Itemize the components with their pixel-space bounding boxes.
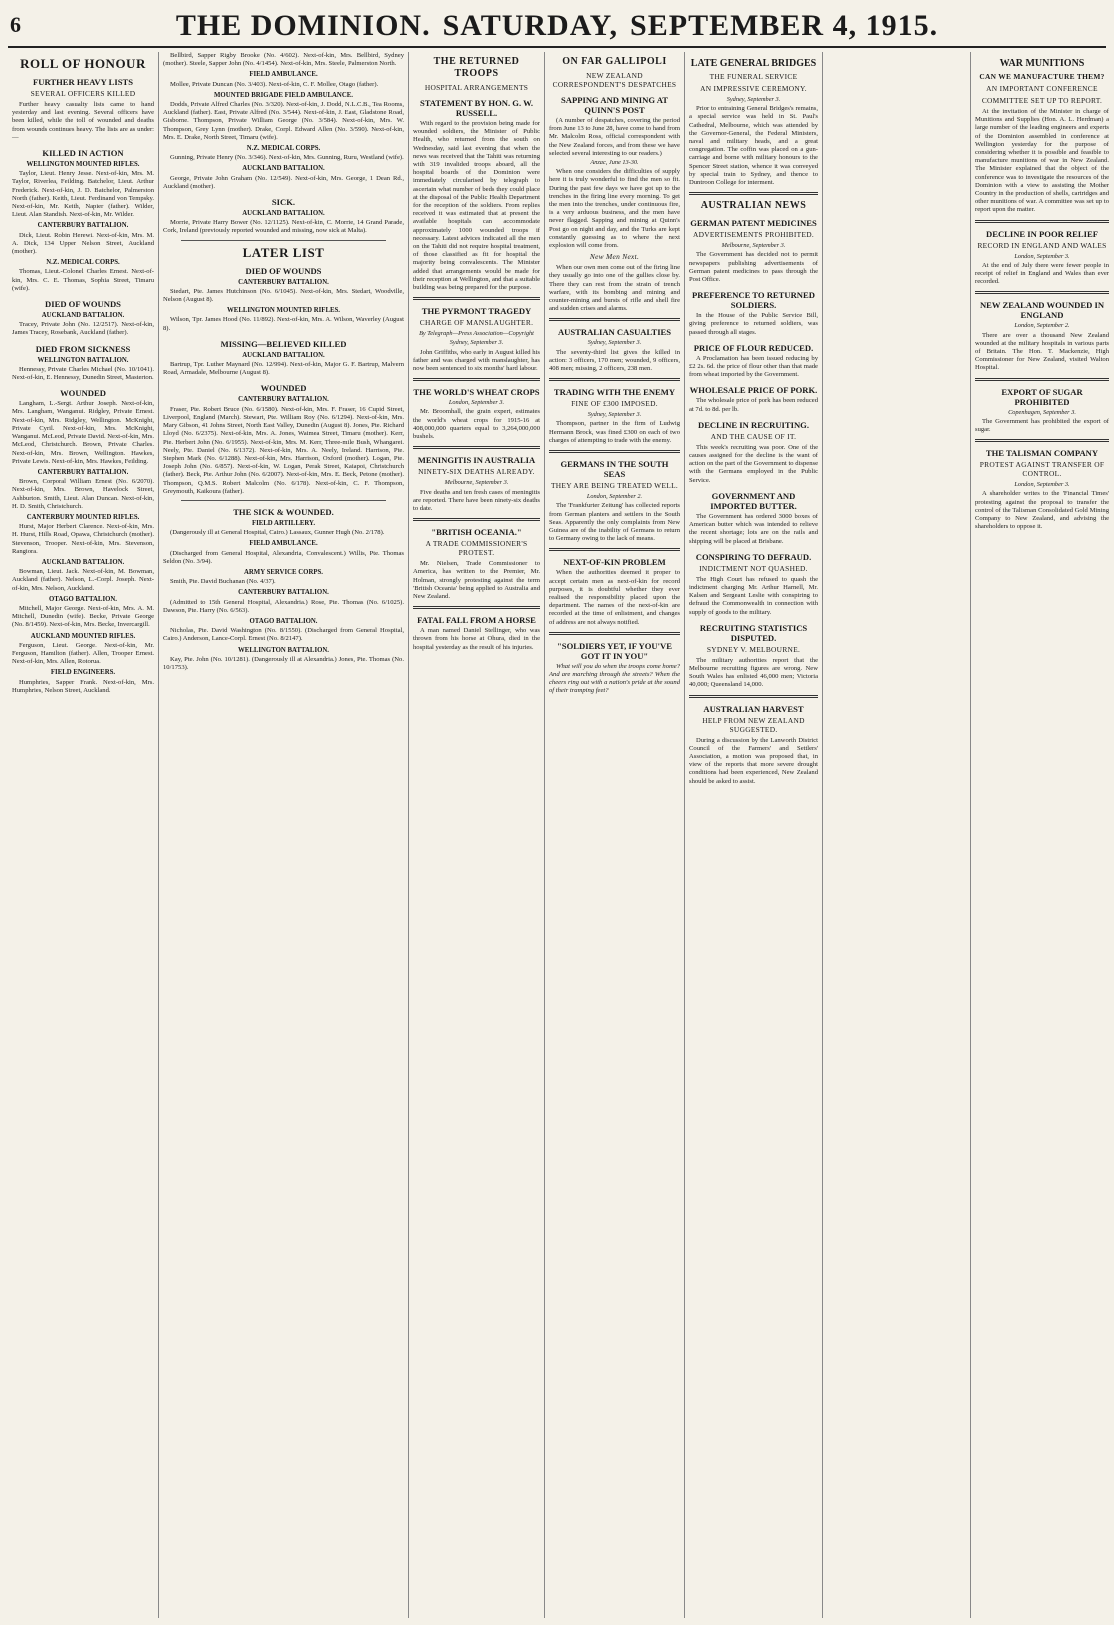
column-gallipoli (544, 52, 684, 1618)
casualty-list: (Dangerously ill at General Hospital, Cairo.) Lassaux, Gunner Hugh (No. 2/178). (170, 529, 385, 537)
subhead: SYDNEY V. MELBOURNE. (706, 644, 801, 654)
intro-paragraph: Further heavy casualty lists came to hand yesterday and last evening. Several officers have been killed, while the toll of wounded and deaths from wounds continues heavy. The lists are as under:— (12, 101, 154, 141)
divider (549, 378, 680, 381)
article-title: AUSTRALIAN HARVEST (703, 703, 804, 714)
masthead (8, 6, 1106, 48)
regiment-heading: WELLINGTON BATTALION. (37, 356, 129, 364)
casualty-list: (Admitted to 15th General Hospital, Alexandria.) Rose, Pte. Thomas (No. 6/1025). Dawson, Pte. Harry (No. 6/563). (163, 598, 404, 614)
regiment-heading: AUCKLAND BATTALION. (242, 351, 325, 359)
subhead: INDICTMENT NOT QUASHED. (699, 563, 808, 573)
subhead: AN IMPORTANT CONFERENCE (986, 84, 1098, 93)
article-body: There are over a thousand New Zealand wounded at the military hospitals in various parts of Britain. The Hon. T. Mackenzie, High Commissioner for New Zealand, visited Walton Hospital. (975, 331, 1109, 372)
article-body: The High Court has refused to quash the indictment charging Mr. Arthur Harnell, Mr. Kalsen and Sergeant Leslie with conspiring to defraud the Commonwealth in connection with supply of goods to the military. (689, 575, 818, 616)
casualty-list: Bowman, Lieut. Jack. Next-of-kin, M. Bowman, Auckland (father). Nelson, L.-Corpl. Joseph. Next-of-kin, Mrs. Nelson, Auckland. (12, 568, 154, 592)
article-body: The Government has prohibited the export of sugar. (975, 417, 1109, 434)
dateline: Copenhagen, September 3. (1008, 408, 1076, 416)
casualty-list: Taylor, Lieut. Henry Jesse. Next-of-kin, Mrs. M. Taylor, Riverlea, Feilding. Batchelor, Lieut. Arthur Frederick. Next-of-kin, J. D. Batchelor, Palmerston North (father). Keith, Lieut. Ferdinand von Tempsky. Next-of-kin, Mr. Keith, Napier (father). Wilder, Lieut. Alan Standish. Next-of-kin, Mr. Wilder. (12, 170, 154, 219)
article-title: THE TALISMAN COMPANY (985, 448, 1099, 459)
casualty-list: Smith, Pte. David Buchanan (No. 4/37). (170, 578, 276, 586)
subhead: AND THE CAUSE OF IT. (710, 431, 797, 441)
article-title: THE WORLD'S WHEAT CROPS (413, 387, 540, 398)
divider (975, 220, 1109, 223)
regiment-heading: CANTERBURY MOUNTED RIFLES. (26, 513, 140, 521)
divider (689, 695, 818, 698)
masthead-day: SATURDAY, (442, 9, 619, 42)
regiment-heading: OTAGO BATTALION. (249, 617, 318, 625)
dateline: London, September 2. (586, 493, 643, 501)
article-body: The 'Frankfurter Zeitung' has collected reports from German planters and settlers in the South Seas. Apparently the only complaints from New Guinea are of the inability of Germans to return to Germany owing to the lack of means. (549, 502, 680, 543)
casualty-list: Thomas, Lieut.-Colonel Charles Ernest. Next-of-kin, Mrs. C. E. Thomas, Sophia Street, Timaru (wife). (12, 268, 154, 292)
divider (413, 606, 540, 609)
regiment-heading: WELLINGTON MOUNTED RIFLES. (227, 307, 340, 315)
regiment-heading: CANTERBURY BATTALION. (238, 396, 329, 404)
regiment-heading: ARMY SERVICE CORPS. (243, 568, 323, 576)
page-number: 6 (10, 12, 21, 37)
subhead: HELP FROM NEW ZEALAND SUGGESTED. (702, 715, 805, 734)
section-heading: DIED FROM SICKNESS (35, 343, 131, 354)
casualty-list: Hennessy, Private Charles Michael (No. 10/1041). Next-of-kin, E. Hennessy, Dunedin Street, Masterton. (12, 365, 154, 382)
article-title: NEW ZEALAND WOUNDED IN ENGLAND (979, 300, 1105, 321)
article-body: At the end of July there were fewer people in receipt of relief in England and Wales than ever recorded. (975, 261, 1109, 286)
regiment-heading: WELLINGTON MOUNTED RIFLES. (26, 161, 140, 169)
subhead: PROTEST AGAINST TRANSFER OF CONTROL. (979, 460, 1105, 479)
subhead: FURTHER HEAVY LISTS (33, 77, 133, 87)
article-body: When our own men come out of the firing line they usually go into one of the gullies close by. There they can rest from the strain of trench warfare, with its bombing and mining and counter-mining and bursts of rifle and shell fire and sudden crises and alarms. (549, 264, 680, 313)
casualty-list: Morrie, Private Harry Bower (No. 12/1125). Next-of-kin, C. Morrie, 14 Grand Parade, Cork, Ireland (previously reported wounded and missing, now sick at Malta). (163, 219, 404, 235)
article-body: In the House of the Public Service Bill, giving preference to returned soldiers, was passed through all stages. (689, 312, 818, 336)
casualty-list: Tracey, Private John (No. 12/2517). Next-of-kin, James Tracey, Rosebank, Auckland (father). (12, 321, 154, 337)
casualty-list: Stedart, Pte. James Hutchinson (No. 6/1045). Next-of-kin, Mrs. Stedart, Woodville, Nelson (August 8). (163, 287, 404, 304)
subhead: CAN WE MANUFACTURE THEM? (979, 72, 1105, 81)
masthead-date: SEPTEMBER 4, 1915. (630, 9, 939, 42)
article-body: At the invitation of the Minister in charge of Munitions and Supplies (Hon. A. L. Herdman) a large number of the leading engineers and experts of the Dominion assembled in conference at Wellington yesterday for the purpose of considering whether it is possible and feasible to manufacture munitions of war in New Zealand. The Minister explained that the object of the conference was to investigate the resources of the Dominion with a view to assisting the Mother Country in the production of shells, cartridges and other munitions of war. A committee was set up to report upon the matter. (975, 108, 1109, 214)
divider (413, 297, 540, 300)
article-body: With regard to the provision being made for wounded soldiers, the Minister of Public Health, who returned from the south on Wednesday, said last evening that when the news was received that the Tahiti was returning with 319 invalided troops aboard, all the hospital boards of the Dominion were immediately circularised by telegraph to ascertain what number of beds they could place at the disposal of the Public Health Department for the reception of the soldiers. From replies received it was estimated that at present the available hospitals can accommodate approximately 1000 wounded troops if necessary. Latest advices indicated all the men on the Tahiti did not require hospital treatment, of those classified as fit for hospital the majority being convalescents. The Minister added that arrangements would be made for their reception at Wellington, and that a suitable building was being prepared for the purpose. (413, 120, 540, 292)
regiment-heading: FIELD ARTILLERY. (251, 519, 316, 527)
article-title: WAR MUNITIONS (999, 58, 1085, 69)
casualty-list: Humphries, Sapper Frank. Next-of-kin, Mrs. Humphries, Nelson Street, Auckland. (12, 678, 154, 694)
divider (549, 450, 680, 453)
divider (413, 446, 540, 449)
article-body: A Proclamation has been issued reducing by £2 2s. 6d. the price of flour other than that made from wheat imported by the Government. (689, 354, 818, 379)
article-title: DECLINE IN POOR RELIEF (986, 228, 1098, 239)
masthead-title (176, 9, 938, 43)
column-right (970, 52, 1109, 1618)
article-title: GERMANS IN THE SOUTH SEAS (560, 459, 669, 480)
section-title: AUSTRALIAN NEWS (700, 200, 807, 212)
subhead: A TRADE COMMISSIONER'S PROTEST. (425, 539, 528, 558)
casualty-list: Fraser, Pte. Robert Bruce (No. 6/1580). Next-of-kin, Mrs. F. Fraser, 16 Cupid Street, Liverpool, England (March). Stewart, Pte. William Roy (No. 6/1294). Next-of-kin, Mrs. Mary Gibson, 41 Johns Street, North East Valley, Dunedin (August 8). Jones, Pte. Richard Lloyd (No. 6/2375). Next-of-kin, Mrs. A. Jones, Waimea Street, Timaru (mother). Kerr, Pte. Herbert John (No. 6/1955). Next-of-kin, Mrs. M. Kerr, Three-mile Bush, Whangarei. Neely, Pte. Daniel (No. 6/1372). Next-of-kin, Mrs. A. Neely, Ireland. Harrison, Pte. Stephen Mark (No. 6/1288). Next-of-kin, Mrs. Harrison, Oxford (mother). Logan, Pte. Joseph John (No. 6/857). Next-of-kin, W. Logan, Perak Street, Kaiapoi, Christchurch (father). Beck, Pte. Arthur John (No. 6/2007). Next-of-kin, Mrs. E. Beck, Petone (mother). Thompson, Q.M.S. Robert Malcolm (No. 6/178). Next-of-kin, C. F. Thompson, Greymouth, Kaikoura (father). (163, 405, 404, 495)
regiment-heading: WELLINGTON BATTALION. (237, 646, 330, 654)
article-title: WHOLESALE PRICE OF PORK. (689, 385, 818, 396)
dateline: Sydney, September 3. (449, 339, 504, 347)
casualty-list: Bellbird, Sapper Rigby Brooke (No. 4/602). Next-of-kin, Mrs. Bellbird, Sydney (mother). Steele, Sapper John (No. 4/1454). Next-of-kin, Mrs. Steele, Palmerston North. (163, 52, 404, 68)
regiment-heading: N.Z. MEDICAL CORPS. (46, 259, 120, 267)
column-returned-troops (408, 52, 544, 1618)
casualty-list: Ferguson, Lieut. George. Next-of-kin, Mr. Ferguson, Hamilton (father). Allen, Trooper Ernest. Next-of-kin, Mrs. Allen, Rotorua. (12, 641, 154, 666)
section-heading: SICK. (271, 197, 296, 208)
dateline: Sydney, September 3. (587, 339, 642, 347)
article-title: EXPORT OF SUGAR PROHIBITED (1001, 386, 1083, 407)
article-title: THE RETURNED TROOPS (433, 56, 520, 79)
divider (689, 192, 818, 195)
article-body: The Government has decided not to permit newspapers publishing advertisements of German patent medicines to pass through the Post Office. (689, 251, 818, 284)
poem-text: What will you do when the troops come home? And are marching through the streets? When the cheers ring out with a nation's pride at the sound of their tramping feet? (549, 662, 680, 695)
subhead: THE FUNERAL SERVICE (709, 72, 798, 81)
article-title: PRICE OF FLOUR REDUCED. (693, 342, 814, 353)
casualty-list: Dodds, Private Alfred Charles (No. 3/320). Next-of-kin, J. Dodd, N.L.C.B., Tea Rooms, Auckland (father). East, Private Alfred (No. 3/544). Next-of-kin, J. East, Gladstone Road, Gisborne. Thompson, Private William George (No. 3/584). Next-of-kin, Mrs. W. Thompson, Grey Lynn (mother). Drake, Corpl. Edward Allen (No. 3/590). Next-of-kin, Mrs. E. Drake, North Street, Timaru (wife). (163, 101, 404, 141)
regiment-heading: N.Z. MEDICAL CORPS. (246, 145, 321, 153)
regiment-heading: FIELD AMBULANCE. (249, 540, 318, 548)
subhead: AN IMPRESSIVE CEREMONY. (700, 84, 807, 93)
section-heading: DIED OF WOUNDS (245, 265, 322, 276)
casualty-list: Mitchell, Major George. Next-of-kin, Mrs. A. M. Mitchell, Dunedin (wife). Becke, Private George (No. 8/1459). Next-of-kin, Mrs. Becke, Invercargill. (12, 604, 154, 629)
subhead: NEW ZEALAND CORRESPONDENT'S DESPATCHES (552, 71, 677, 89)
section-heading: WOUNDED (260, 383, 307, 394)
column-australian-news (684, 52, 822, 1618)
article-body: Thompson, partner in the firm of Ludwig Hermann Brock, was fined £300 on each of two charges of attempting to trade with the enemy. (549, 420, 680, 444)
regiment-heading: FIELD ENGINEERS. (50, 669, 116, 677)
article-intro: (A number of despatches, covering the period from June 13 to June 28, have come to hand from Mr. Malcolm Ross, official correspondent with the New Zealand forces, and from these we have selected several interesting to our readers.) (549, 117, 680, 157)
column-casualty-lists (158, 52, 408, 1618)
divider (181, 500, 386, 501)
casualty-list: Langham, L.-Sergt. Arthur Joseph. Next-of-kin, Mrs. Langham, Wanganui. Ridgley, Private Ernest. Next-of-kin, Mrs. Ridgley, Wellington. McKnight, Private Cyril. Next-of-kin, Mrs. McKnight, Wanganui. McLeod, Private David. Next-of-kin, Mrs. McLeod, Christchurch. Brown, Private Charles. Next-of-kin, Mrs. Brown, Wellington. Hawkes, Private Lewis. Next-of-kin, Mrs. Hawkes, Feilding. (12, 400, 154, 465)
casualty-list: Nicholas, Pte. David Washington (No. 8/1550). (Discharged from General Hospital, Cairo.) Anderson, Lance-Corpl. Ernest (No. 8/2147). (163, 627, 404, 643)
article-body: Prior to entraining General Bridges's remains, a special service was held in St. Paul's Cathedral, Melbourne, which was attended by the Governor-General, the Federal Ministers, naval and military heads, and a great congregation. The coffin was placed on a gun-carriage and borne with military honours to the Spencer Street station, whence it was conveyed by special train to Sydney, and thence to Duntroon College for interment. (689, 105, 818, 187)
regiment-heading: CANTERBURY BATTALION. (238, 589, 329, 597)
article-title: "SOLDIERS YET, IF YOU'VE GOT IT IN YOU" (557, 640, 672, 661)
subhead: CHARGE OF MANSLAUGHTER. (419, 318, 534, 328)
article-title: "BRITISH OCEANIA." (431, 527, 522, 538)
casualty-list: George, Private John Graham (No. 12/549). Next-of-kin, Mrs. George, 1 Dean Rd., Auckland (mother). (163, 174, 404, 190)
section-heading: MISSING—BELIEVED KILLED (220, 338, 347, 349)
article-body: A man named Daniel Stellinger, who was thrown from his horse at Ohura, died in the hospital yesterday as the result of his injuries. (413, 627, 540, 651)
subhead: COMMITTEE SET UP TO REPORT. (981, 96, 1103, 105)
section-title: LATER LIST (242, 244, 325, 260)
divider (549, 548, 680, 551)
article-body: Mr. Nielsen, Trade Commissioner to America, has written to the Premier, Mr. Holman, strongly protesting against the term 'British Oceania' being applied to Australia and New Zealand. (413, 560, 540, 600)
article-body: The military authorities report that the Melbourne recruiting figures are wrong. New South Wales has enlisted 46,000 men; Victoria 40,000; Queensland 14,000. (689, 656, 818, 689)
article-title: MENINGITIS IN AUSTRALIA (417, 455, 536, 466)
article-title: CONSPIRING TO DEFRAUD. (695, 551, 812, 562)
article-body: The seventy-third list gives the killed in action: 3 officers, 170 men; wounded, 9 officers, 408 men; missing, 2 officers, 238 men. (549, 348, 680, 373)
article-title: ROLL OF HONOUR (20, 56, 146, 71)
regiment-heading: OTAGO BATTALION. (49, 595, 117, 603)
regiment-heading: AUCKLAND BATTALION. (41, 558, 125, 566)
article-title: LATE GENERAL BRIDGES (690, 58, 817, 69)
casualty-list: (Discharged from General Hospital, Alexandria, Convalescent.) Willis, Pte. Thomas Seldon (No. 3/94). (163, 549, 404, 565)
dateline: Anzac, June 13-30. (590, 159, 639, 167)
column-war-munitions (822, 52, 1113, 1618)
dateline: By Telegraph—Press Association—Copyright (419, 330, 534, 338)
article-body: The Government has ordered 3000 boxes of American butter which was intended to relieve the recent shortage; lots are on the rails and shipping will be placed at Brisbane. (689, 512, 818, 545)
paper-name: THE DOMINION. (175, 9, 431, 42)
dateline: London, September 3. (448, 399, 505, 407)
article-title: PREFERENCE TO RETURNED SOLDIERS. (692, 290, 815, 311)
dateline: London, September 3. (1014, 481, 1070, 489)
regiment-heading: AUCKLAND BATTALION. (41, 312, 125, 320)
regiment-heading: AUCKLAND BATTALION. (242, 165, 325, 173)
regiment-heading: CANTERBURY BATTALION. (37, 468, 129, 476)
article-body: When the authorities deemed it proper to accept certain men as next-of-kin for record purposes, it is doubtful whether they ever realised the responsibility placed upon the department. The names of the next-of-kin are recorded at the time of enlistment, and changes of address are not always notified. (549, 569, 680, 626)
article-title: FATAL FALL FROM A HORSE (417, 615, 536, 626)
article-body: This week's recruiting was poor. One of the causes assigned for the decline is the want of action on the part of the Government to dispense with the Germans employed in the Public Service. (689, 443, 818, 484)
article-body: During a discussion by the Lanworth District Council of the Farmers' and Settlers' Association, a motion was proposed that, in view of the reports that more severe drought conditions had been experienced, New Zealand should be asked to assist. (689, 736, 818, 785)
casualty-list: Dick, Lieut. Robin Herewi. Next-of-kin, Mrs. M. A. Dick, 134 Upper Nelson Street, Auckland (mother). (12, 231, 154, 256)
regiment-heading: CANTERBURY BATTALION. (37, 222, 129, 230)
article-title: RECRUITING STATISTICS DISPUTED. (699, 622, 808, 643)
regiment-heading: AUCKLAND MOUNTED RIFLES. (30, 632, 136, 640)
subhead: NINETY-SIX DEATHS ALREADY. (418, 467, 535, 477)
casualty-list: Mollee, Private Duncan (No. 3/403). Next-of-kin, C. F. Mollee, Otago (father). (170, 80, 379, 88)
casualty-list: Hurst, Major Herbert Clarence. Next-of-kin, Mrs. H. Hurst, Hills Road, Opawa, Christchurch (mother). Stevenson, Trooper. Next-of-kin, Mrs. Stevenson, Rangiora. (12, 523, 154, 555)
divider (549, 632, 680, 635)
casualty-list: Kay, Pte. John (No. 10/1281). (Dangerously ill at Alexandria.) Jones, Pte. Thomas (No. 10/1753). (163, 655, 404, 671)
dateline: London, September 2. (1014, 322, 1070, 330)
divider (549, 318, 680, 321)
article-title: THE PYRMONT TRAGEDY (421, 306, 532, 317)
article-title: TRADING WITH THE ENEMY (553, 387, 676, 398)
article-body: Five deaths and ten fresh cases of meningitis are reported. There have been ninety-six deaths to date. (413, 488, 540, 512)
divider (181, 240, 386, 241)
subhead: ADVERTISEMENTS PROHIBITED. (692, 230, 815, 240)
divider (413, 518, 540, 521)
section-heading: DIED OF WOUNDS (45, 299, 121, 310)
article-title: GOVERNMENT AND IMPORTED BUTTER. (710, 490, 797, 511)
column-roll-of-honour (8, 52, 158, 1618)
divider (413, 378, 540, 381)
section-heading: WOUNDED (60, 388, 106, 399)
dateline: Sydney, September 3. (726, 96, 781, 103)
section-heading: KILLED IN ACTION (42, 148, 124, 159)
casualty-list: Gunning, Private Henry (No. 3/346). Next-of-kin, Mrs. Gunning, Ruru, Westland (wife). (170, 154, 404, 162)
regiment-heading: FIELD AMBULANCE. (249, 71, 318, 79)
divider (975, 291, 1109, 294)
article-title: ON FAR GALLIPOLI (562, 56, 667, 67)
article-body: A shareholder writes to the 'Financial Times' protesting against the proposal to transfer the control of the Talisman Consolidated Gold Mining Company to New Zealand, and advising the shareholders to oppose it. (975, 490, 1109, 531)
dateline: London, September 3. (1014, 252, 1070, 260)
subhead: HOSPITAL ARRANGEMENTS (424, 83, 529, 92)
crosshead: New Men Next. (589, 252, 640, 262)
article-body: Mr. Broomhall, the grain expert, estimates the world's wheat crops for 1915-16 at 408,000,000 quarters equal to 3,264,000,000 bushels. (413, 408, 540, 441)
regiment-heading: MOUNTED BRIGADE FIELD AMBULANCE. (214, 91, 353, 99)
regiment-heading: CANTERBURY BATTALION. (238, 278, 329, 286)
casualty-list: Brown, Corporal William Ernest (No. 6/2070). Next-of-kin, Mrs. Brown, Havelock Street, Ashburton. Smith, Lieut. Alan Duncan. Next-of-kin, H. D. Smith, Christchurch. (12, 478, 154, 510)
article-body: The wholesale price of pork has been reduced at 7d. to 8d. per lb. (689, 397, 818, 413)
regiment-heading: AUCKLAND BATTALION. (242, 210, 325, 218)
subhead: FINE OF £300 IMPOSED. (571, 399, 658, 409)
article-title: AUSTRALIAN CASUALTIES (557, 327, 672, 338)
section-heading: THE SICK & WOUNDED. (233, 506, 334, 517)
casualty-list: Bartrup, Tpr. Luther Maynard (No. 12/994). Next-of-kin, Major G. F. Bartrup, Malvern Road, Armadale, Melbourne (August 8). (163, 361, 404, 377)
article-body: John Griffiths, who early in August killed his father and was charged with manslaughter, has now been sentenced to six months' hard labour. (413, 348, 540, 373)
subhead: STATEMENT BY HON. G. W. RUSSELL. (419, 98, 534, 118)
dateline: Melbourne, September 3. (444, 479, 509, 487)
divider (975, 378, 1109, 381)
divider (975, 439, 1109, 442)
casualty-list: Wilson, Tpr. James Hood (No. 11/892). Next-of-kin, Mrs. A. Wilson, Waverley (August 8). (163, 316, 404, 332)
article-title: NEXT-OF-KIN PROBLEM (563, 557, 666, 568)
article-title: GERMAN PATENT MEDICINES (690, 218, 817, 229)
dateline: Melbourne, September 3. (721, 242, 786, 250)
article-body: When one considers the difficulties of supply here it is truly wonderful to find the men so fit. During the past few days we have got up to the trenches in the firing line every morning. To get the men into the trenches, under continuous fire, is a very arduous business, and the men have never flagged. Sapping and mining at Quinn's Post go on night and day, and the Turks are kept constantly guessing as to where the next explosion will come from. (549, 168, 680, 250)
subhead: SEVERAL OFFICERS KILLED (30, 89, 136, 98)
article-title: DECLINE IN RECRUITING. (697, 419, 810, 430)
subhead: SAPPING AND MINING AT QUINN'S POST (560, 95, 669, 115)
subhead: THEY ARE BEING TREATED WELL. (550, 481, 679, 491)
subhead: RECORD IN ENGLAND AND WALES (977, 240, 1107, 250)
dateline: Sydney, September 3. (587, 411, 642, 419)
